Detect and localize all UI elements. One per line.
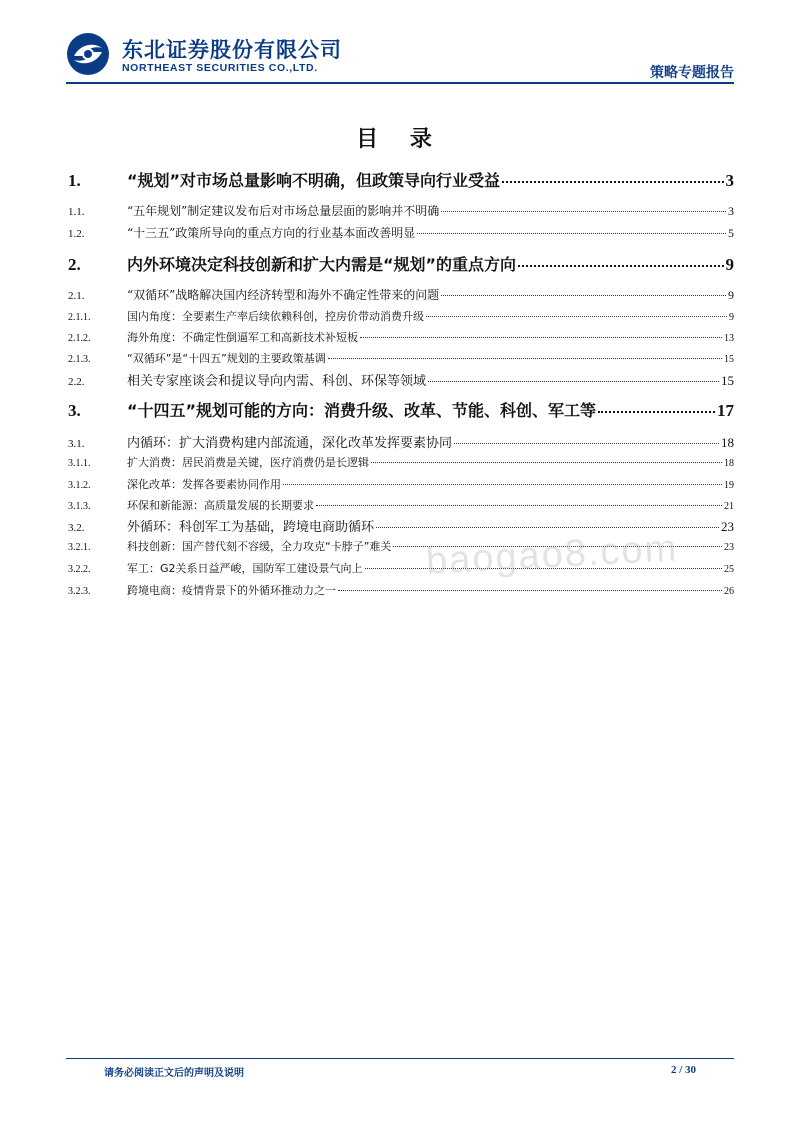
toc-entry-page: 17 <box>717 401 734 420</box>
toc-entry-title: “五年规划”制定建议发布后对市场总量层面的影响并不明确 <box>127 204 440 218</box>
dot-leader <box>428 381 719 382</box>
toc-entry-number: 2.1.1. <box>68 312 91 323</box>
toc-entry-number: 3.1.1. <box>68 458 91 469</box>
toc-entry-page: 15 <box>721 373 734 388</box>
toc-entry-number: 3.1.3. <box>68 501 91 512</box>
toc-entry-title: “十三五”政策所导向的重点方向的行业基本面改善明显 <box>127 226 416 240</box>
dot-leader <box>360 337 722 338</box>
toc-entry-page: 26 <box>724 586 734 597</box>
toc-entry-title: 扩大消费：居民消费是关键，医疗消费仍是长逻辑 <box>127 456 369 469</box>
toc-entry-3-1-3[interactable] <box>68 497 734 513</box>
toc-entry-page: 5 <box>728 226 734 240</box>
dot-leader <box>417 233 726 234</box>
toc-entry-title: “双循环”是“十四五”规划的主要政策基调 <box>127 352 326 365</box>
toc-entry-1-1[interactable] <box>68 202 734 219</box>
dot-leader <box>441 295 726 296</box>
report-type-label: 策略专题报告 <box>650 65 734 81</box>
toc-entry-page: 23 <box>721 519 734 534</box>
toc-entry-page: 9 <box>729 312 734 323</box>
toc-entry-title: 国内角度：全要素生产率后续依赖科创，控房价带动消费升级 <box>127 310 424 323</box>
toc-entry-page: 9 <box>725 255 734 274</box>
toc-entry-page: 15 <box>724 354 734 365</box>
page-header <box>66 28 734 80</box>
toc-entry-title: 军工：G2关系日益严峻，国防军工建设景气向上 <box>127 562 363 575</box>
toc-entry-title: 相关专家座谈会和提议导向内需、科创、环保等领域 <box>127 374 427 389</box>
toc-entry-number: 1. <box>68 171 81 190</box>
toc-entry-title: 海外角度：不确定性倒逼军工和高新技术补短板 <box>127 331 358 344</box>
toc-entry-page: 3 <box>728 204 734 218</box>
dot-leader <box>426 316 727 317</box>
company-name-en: NORTHEAST SECURITIES CO.,LTD. <box>122 62 318 74</box>
dot-leader <box>454 443 719 444</box>
toc-entry-title: 深化改革：发挥各要素协同作用 <box>127 478 281 491</box>
toc-entry-title: 外循环：科创军工为基础，跨境电商助循环 <box>127 520 375 535</box>
dot-leader <box>598 411 715 413</box>
toc-entry-number: 3.2.2. <box>68 564 91 575</box>
toc-entry-2[interactable] <box>68 252 734 275</box>
toc-entry-page: 18 <box>721 435 734 450</box>
toc-entry-page: 21 <box>724 501 734 512</box>
company-logo-icon <box>66 32 110 76</box>
header-divider <box>66 82 734 84</box>
dot-leader <box>283 484 722 485</box>
toc-entry-title: 跨境电商：疫情背景下的外循环推动力之一 <box>127 584 336 597</box>
dot-leader <box>502 181 723 183</box>
footer-disclaimer-notice: 请务必阅读正文后的声明及说明 <box>104 1068 244 1079</box>
toc-entry-1[interactable] <box>68 168 734 191</box>
toc-entry-3-2-3[interactable] <box>68 582 734 598</box>
toc-entry-1-2[interactable] <box>68 224 734 241</box>
toc-entry-number: 3.2.1. <box>68 542 91 553</box>
toc-entry-page: 9 <box>728 288 734 302</box>
toc-entry-3-1-2[interactable] <box>68 476 734 492</box>
toc-entry-title: 内外环境决定科技创新和扩大内需是“规划”的重点方向 <box>127 255 517 274</box>
toc-entry-page: 18 <box>724 458 734 469</box>
toc-entry-title: 内循环：扩大消费构建内部流通，深化改革发挥要素协同 <box>127 436 453 451</box>
toc-entry-number: 2.1. <box>68 290 85 302</box>
toc-entry-number: 3.1.2. <box>68 480 91 491</box>
toc-entry-3[interactable] <box>68 398 734 421</box>
toc-entry-number: 3. <box>68 401 81 420</box>
toc-entry-page: 23 <box>724 542 734 553</box>
footer-page-number: 2 / 30 <box>670 1064 696 1076</box>
toc-entry-page: 19 <box>724 480 734 491</box>
dot-leader <box>338 590 722 591</box>
toc-entry-title: “规划”对市场总量影响不明确，但政策导向行业受益 <box>127 171 501 190</box>
toc-entry-3-1-1[interactable] <box>68 454 734 470</box>
toc-entry-number: 1.1. <box>68 206 85 218</box>
toc-entry-3-1[interactable] <box>68 432 734 451</box>
toc-entry-title: “十四五”规划可能的方向：消费升级、改革、节能、科创、军工等 <box>127 401 597 420</box>
toc-entry-number: 3.1. <box>68 438 85 450</box>
toc-entry-number: 2.1.3. <box>68 354 91 365</box>
dot-leader <box>328 358 722 359</box>
toc-entry-number: 3.2. <box>68 522 85 534</box>
dot-leader <box>518 265 723 267</box>
toc-entry-2-1-1[interactable] <box>68 308 734 324</box>
toc-entry-number: 2.2. <box>68 376 85 388</box>
company-name-cn: 东北证券股份有限公司 <box>122 38 342 62</box>
watermark: baogao8.com <box>425 527 680 583</box>
dot-leader <box>316 505 722 506</box>
toc-entry-2-1-2[interactable] <box>68 329 734 345</box>
toc-entry-2-1[interactable] <box>68 286 734 303</box>
toc-entry-2-1-3[interactable] <box>68 350 734 366</box>
toc-entry-page: 3 <box>725 171 734 190</box>
toc-entry-page: 13 <box>724 333 734 344</box>
dot-leader <box>441 211 726 212</box>
toc-entry-number: 1.2. <box>68 228 85 240</box>
toc-entry-title: 环保和新能源：高质量发展的长期要求 <box>127 499 314 512</box>
footer-divider <box>66 1058 734 1059</box>
toc-entry-number: 3.2.3. <box>68 586 91 597</box>
toc-entry-title: “双循环”战略解决国内经济转型和海外不确定性带来的问题 <box>127 288 440 302</box>
dot-leader <box>371 462 722 463</box>
toc-entry-title: 科技创新：国产替代刻不容缓，全力攻克“卡脖子”难关 <box>127 540 392 553</box>
toc-entry-number: 2. <box>68 255 81 274</box>
toc-title: 目 录 <box>356 127 444 152</box>
toc-entry-2-2[interactable] <box>68 370 734 389</box>
toc-entry-number: 2.1.2. <box>68 333 91 344</box>
toc-entry-page: 25 <box>724 564 734 575</box>
